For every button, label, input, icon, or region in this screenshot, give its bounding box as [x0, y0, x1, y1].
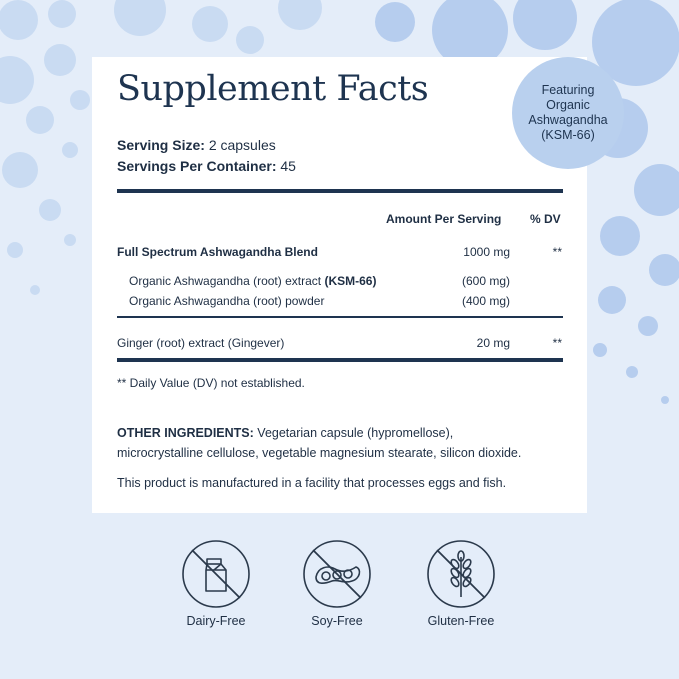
row-blend-amount: 1000 mg: [463, 245, 510, 259]
featuring-badge: [512, 57, 624, 169]
panel-title: Supplement Facts: [117, 69, 429, 109]
dairy-free-label: Dairy-Free: [186, 614, 246, 628]
row-powder-name: Organic Ashwagandha (root) powder: [129, 294, 325, 308]
badge-line-4: (KSM-66): [541, 128, 595, 142]
dv-footnote: ** Daily Value (DV) not established.: [117, 376, 305, 390]
header-dv: % DV: [530, 212, 561, 226]
row-extract-name: Organic Ashwagandha (root) extract: [129, 274, 322, 288]
badge-line-3: Ashwagandha: [528, 113, 608, 127]
other-ingredients-line2: microcrystalline cellulose, vegetable magnesium stearate, silicon dioxide.: [117, 446, 522, 460]
row-extract-name-bold: (KSM-66): [324, 274, 377, 288]
thin-divider: [117, 316, 563, 318]
gluten-free-icon: [426, 539, 496, 609]
row-extract: [129, 274, 376, 288]
serving-size-value: 2 capsules: [208, 137, 276, 153]
badge-line-2: Organic: [546, 98, 590, 112]
row-ginger-name: Ginger (root) extract (Gingever): [117, 336, 285, 350]
servings-per-container-value: 45: [280, 158, 296, 174]
row-blend-name: Full Spectrum Ashwagandha Blend: [117, 245, 318, 259]
other-ingredients: [117, 423, 577, 463]
servings-per-container-label: Servings Per Container:: [117, 158, 277, 174]
other-ingredients-label: OTHER INGREDIENTS:: [117, 426, 254, 440]
serving-size: [117, 137, 276, 153]
row-blend-dv: **: [552, 245, 562, 259]
facility-note: This product is manufactured in a facility that processes eggs and fish.: [117, 476, 507, 490]
row-powder-amount: (400 mg): [461, 294, 510, 308]
serving-size-label: Serving Size:: [117, 137, 205, 153]
row-ginger-dv: **: [552, 336, 562, 350]
other-ingredients-line1: Vegetarian capsule (hypromellose),: [257, 426, 454, 440]
servings-per-container: [117, 158, 296, 174]
soy-free-icon: [302, 539, 372, 609]
thick-divider-bottom: [117, 358, 563, 362]
dairy-free-icon: [181, 539, 251, 609]
gluten-free-label: Gluten-Free: [427, 614, 495, 628]
soy-free-label: Soy-Free: [311, 614, 363, 628]
thick-divider: [117, 189, 563, 193]
badge-line-1: Featuring: [541, 83, 595, 97]
header-amount: Amount Per Serving: [386, 212, 502, 226]
row-extract-amount: (600 mg): [461, 274, 510, 288]
row-ginger-amount: 20 mg: [476, 336, 510, 350]
